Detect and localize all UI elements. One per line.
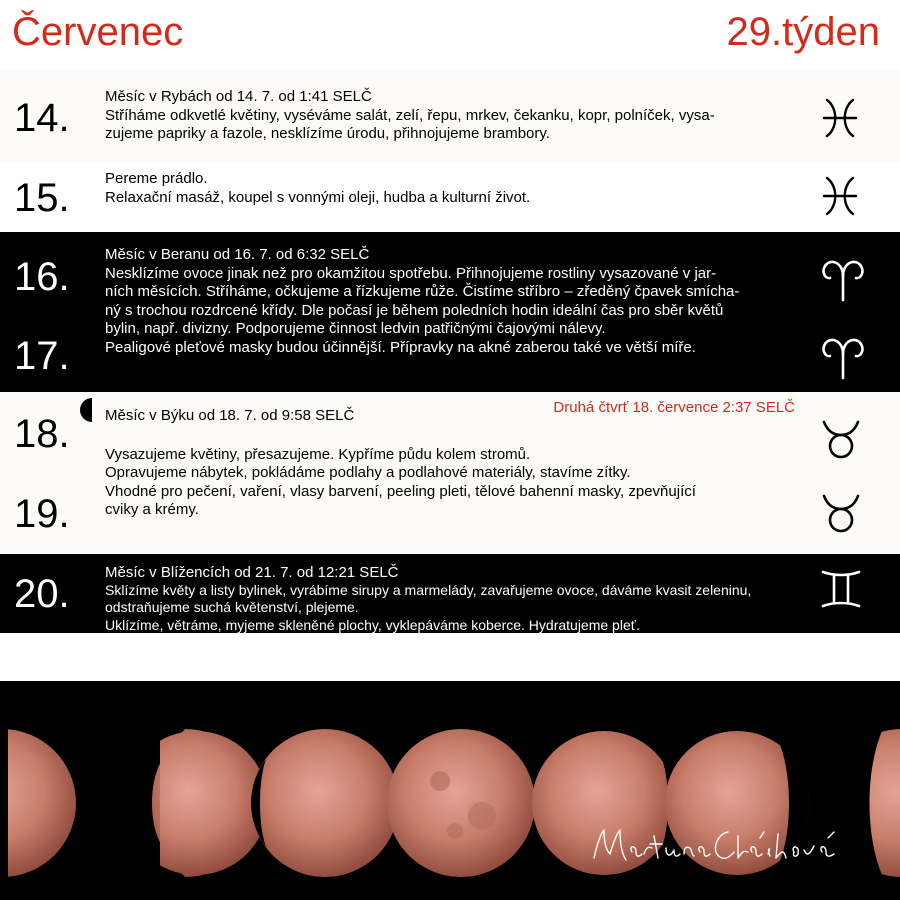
text-line: Opravujeme nábytek, pokládáme podlahy a podlahové materiály, stavíme zítky. bbox=[105, 464, 631, 481]
taurus-icon bbox=[818, 490, 864, 536]
moon-sign-heading: Měsíc v Beranu od 16. 7. od 6:32 SELČ bbox=[105, 246, 370, 263]
text-line: bylin, např. divizny. Podporujeme činnost ledvin patřičnými čajovými nálevy. bbox=[105, 320, 606, 337]
text-line: Vysazujeme květiny, přesazujeme. Kypříme půdu kolem stromů. bbox=[105, 445, 531, 463]
day-number-17: 17. bbox=[14, 334, 70, 378]
day-number: 20. bbox=[14, 572, 70, 616]
author-signature bbox=[588, 810, 883, 885]
day-row-20 bbox=[0, 554, 900, 633]
moon-waxing-crescent bbox=[0, 729, 76, 877]
text-line: cviky a krémy. bbox=[105, 501, 199, 518]
pisces-icon bbox=[818, 96, 862, 140]
moon-sign-heading: Měsíc v Blížencích od 21. 7. od 12:21 SELČ bbox=[105, 564, 399, 581]
taurus-icon bbox=[818, 416, 864, 462]
day-row-18-19 bbox=[0, 392, 900, 554]
text-line: zujeme papriky a fazole, nesklízíme úrodu, přihnojujeme brambory. bbox=[105, 125, 550, 142]
day-row-14 bbox=[0, 70, 900, 162]
text-line: odstraňujeme suchá květenství, plejeme. bbox=[105, 599, 359, 615]
week-title: 29.týden bbox=[726, 10, 880, 54]
day-text bbox=[105, 246, 795, 357]
gemini-icon bbox=[818, 568, 864, 610]
pisces-icon bbox=[818, 174, 862, 218]
text-line: Sklízíme květy a listy bylinek, vyrábíme sirupy a marmelády, zavařujeme ovoce, dáváme kvasit zeleninu, bbox=[105, 581, 752, 598]
first-quarter-moon-icon bbox=[74, 396, 94, 429]
moon-waxing-gibbous-2 bbox=[251, 729, 399, 877]
day-text bbox=[105, 407, 795, 520]
day-row-16-17 bbox=[0, 232, 900, 392]
quarter-phase-note: Druhá čtvrť 18. července 2:37 SELČ bbox=[553, 399, 795, 416]
moon-sign-heading: Měsíc v Býku od 18. 7. od 9:58 SELČ bbox=[105, 407, 355, 424]
day-number: 14. bbox=[14, 96, 70, 140]
day-text bbox=[105, 170, 795, 207]
day-row-15 bbox=[0, 162, 900, 232]
text-line: ních měsících. Stříháme, očkujeme a řízkujeme růže. Čistíme stříbro – zředěný čpavek smícha- bbox=[105, 283, 740, 300]
day-text bbox=[105, 88, 795, 144]
moon-sign-heading: Měsíc v Rybách od 14. 7. od 1:41 SELČ bbox=[105, 88, 372, 105]
day-number-18: 18. bbox=[14, 412, 70, 456]
text-line: Uklízíme, větráme, myjeme skleněné plochy, vyklepáváme koberce. Hydratujeme pleť. bbox=[105, 616, 640, 633]
text-line: Nesklízíme ovoce jinak než pro okamžitou spotřebu. Přihnojujeme rostliny vysazované v jar- bbox=[105, 264, 717, 282]
text-line: Relaxační masáž, koupel s vonnými oleji, hudba a kulturní život. bbox=[105, 188, 531, 206]
text-line: Pereme prádlo. bbox=[105, 170, 208, 187]
day-number: 15. bbox=[14, 176, 70, 220]
text-line: Pealigové pleťové masky budou účinnější. Přípravky na akné zaberou také ve větší míře. bbox=[105, 338, 696, 356]
day-number-16: 16. bbox=[14, 255, 70, 299]
spacer bbox=[0, 633, 900, 681]
day-text bbox=[105, 564, 805, 633]
moon-full bbox=[387, 729, 535, 877]
moon-waxing-gibbous-1 bbox=[124, 729, 268, 877]
aries-icon bbox=[818, 332, 868, 382]
text-line: ný s trochou rozdrcené křídy. Dle počasí je během poledních hodin ideální čas pro sběr květů bbox=[105, 301, 724, 319]
text-line: Stříháme odkvetlé květiny, vyséváme salát, zelí, řepu, mrkev, čekanku, kopr, polníček, vysa- bbox=[105, 106, 715, 124]
text-line: Vhodné pro pečení, vaření, vlasy barvení, peeling pleti, tělové bahenní masky, zpevňující bbox=[105, 482, 696, 500]
page-header bbox=[0, 0, 900, 70]
day-number-19: 19. bbox=[14, 492, 70, 536]
aries-icon bbox=[818, 254, 868, 304]
month-title: Červenec bbox=[12, 10, 184, 54]
